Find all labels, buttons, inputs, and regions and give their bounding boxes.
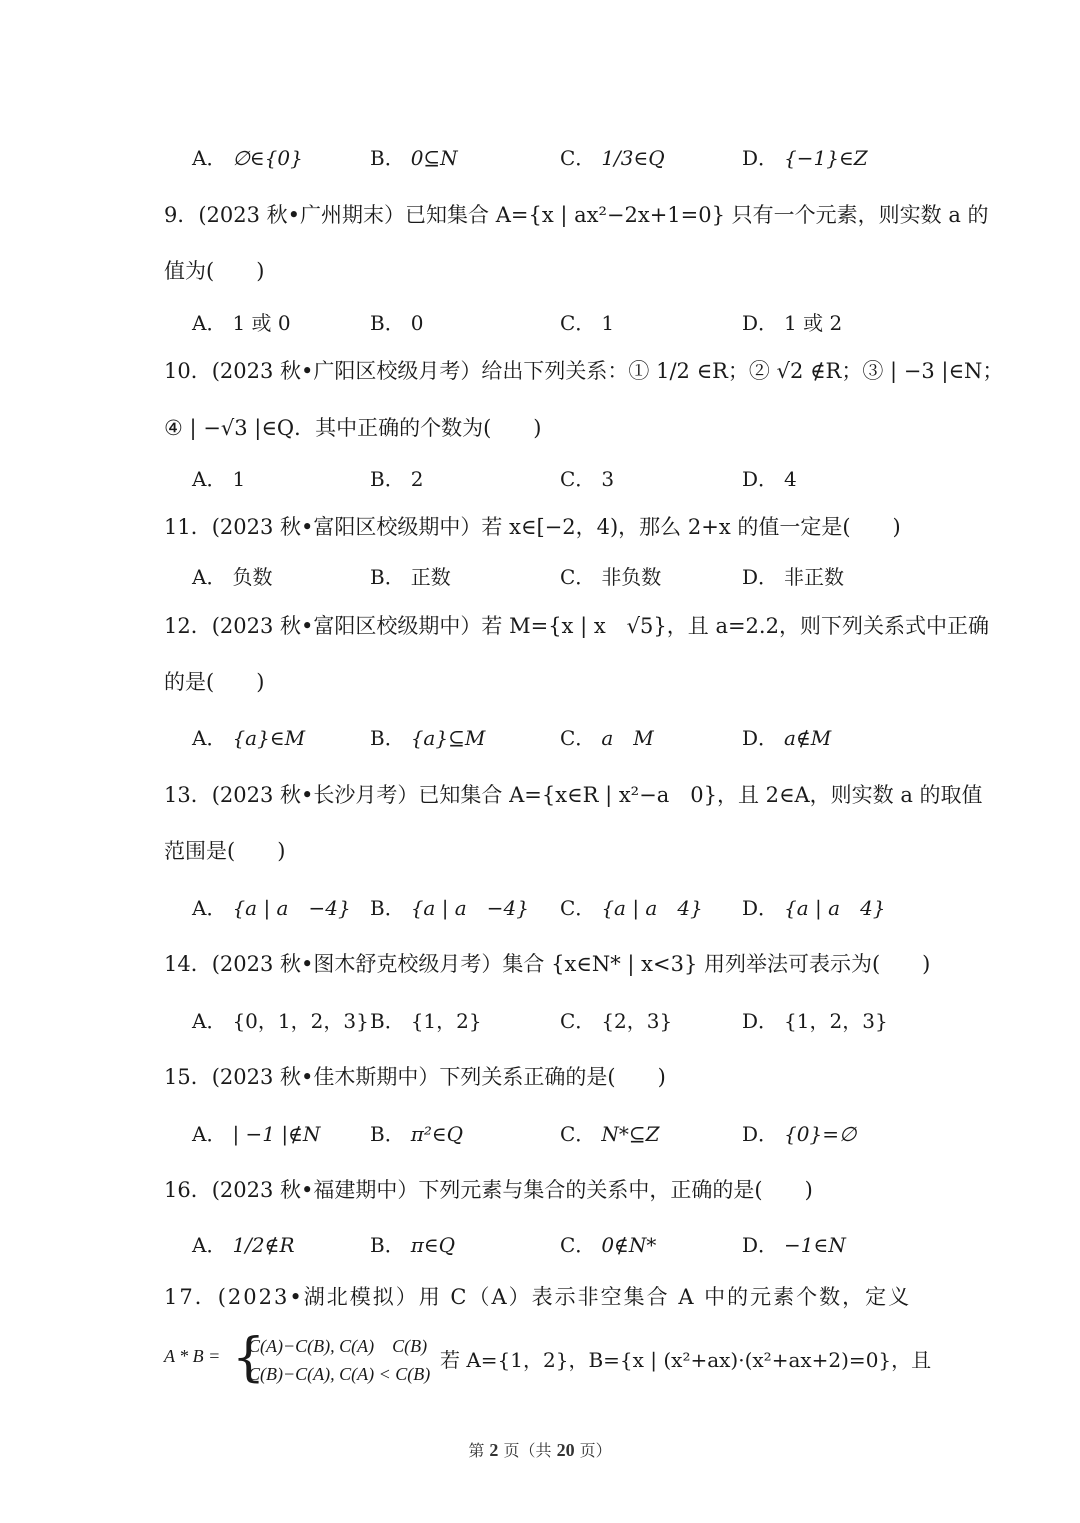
left-brace-icon: { <box>232 1328 266 1388</box>
q14-stem: 14．(2023 秋•图木舒克校级月考）集合 {x∈N* | x<3} 用列举法可表示为( ) <box>164 952 931 976</box>
q12-options <box>192 723 980 763</box>
q10-options <box>192 464 980 504</box>
q12-option-b[interactable]: B． {a}⊆M <box>370 726 486 750</box>
footer-total-pages: 20 <box>556 1440 575 1460</box>
q10-option-a[interactable]: A． 1 <box>192 467 246 491</box>
q15-options <box>192 1119 980 1159</box>
q17-stem-line2-rest: 若 A={1，2}，B={x | (x²+ax)·(x²+ax+2)=0}，且 <box>440 1348 932 1372</box>
q17-definition <box>164 1328 932 1390</box>
q9-option-b[interactable]: B． 0 <box>370 311 424 335</box>
q11-option-b[interactable]: B． 正数 <box>370 565 451 589</box>
q15-option-b[interactable]: B． π²∈Q <box>370 1122 464 1146</box>
q13-stem-line2: 范围是( ) <box>164 839 286 863</box>
footer-page-number: 2 <box>489 1440 499 1460</box>
q17-case-2: C(B)−C(A), C(A) < C(B) <box>248 1364 431 1384</box>
q11-option-d[interactable]: D． 非正数 <box>742 565 845 589</box>
q11-option-c[interactable]: C． 非负数 <box>560 565 662 589</box>
q15-option-c[interactable]: C． N*⊆Z <box>560 1122 660 1146</box>
q8-options <box>192 143 980 183</box>
q14-option-b[interactable]: B． {1，2} <box>370 1009 482 1033</box>
q14-option-a[interactable]: A． {0，1，2，3} <box>192 1009 369 1033</box>
q13-option-b[interactable]: B． {a | a −4} <box>370 896 529 920</box>
footer-middle: 页（共 <box>498 1441 557 1460</box>
q12-option-a[interactable]: A． {a}∈M <box>192 726 306 750</box>
footer-prefix: 第 <box>468 1441 490 1460</box>
q17-definition-cases <box>248 1332 430 1388</box>
q13-stem-line1: 13．(2023 秋•长沙月考）已知集合 A={x∈R | x²−a 0}，且 2∈A，则实数 a 的取值 <box>164 783 983 807</box>
q8-option-d[interactable]: D． {−1}∈Z <box>742 146 868 170</box>
q15-stem: 15．(2023 秋•佳木斯期中）下列关系正确的是( ) <box>164 1065 666 1089</box>
q10-stem-line2: ④ | −√3 |∈Q．其中正确的个数为( ) <box>164 416 542 440</box>
q11-options <box>192 562 980 602</box>
q15-option-d[interactable]: D． {0}=∅ <box>742 1122 857 1146</box>
q15-option-a[interactable]: A． | −1 |∉N <box>192 1122 321 1146</box>
q8-option-c[interactable]: C． 1/3∈Q <box>560 146 665 170</box>
q9-option-a[interactable]: A． 1 或 0 <box>192 311 291 335</box>
page-footer <box>0 1438 1080 1461</box>
q10-option-d[interactable]: D． 4 <box>742 467 797 491</box>
q10-stem-line1: 10．(2023 秋•广阳区校级月考）给出下列关系：① 1/2 ∈R；② √2 ∉R；③ | −3 |∈N； <box>164 359 1004 383</box>
q12-stem-line2: 的是( ) <box>164 670 265 694</box>
q10-option-b[interactable]: B． 2 <box>370 467 424 491</box>
q16-option-d[interactable]: D． −1∈N <box>742 1233 846 1257</box>
q9-options <box>192 308 980 348</box>
footer-suffix: 页） <box>574 1441 612 1460</box>
q17-definition-lhs: A * B = <box>164 1346 221 1366</box>
q12-option-c[interactable]: C． a M <box>560 726 654 750</box>
q16-options <box>192 1230 980 1270</box>
q12-option-d[interactable]: D． a∉M <box>742 726 832 750</box>
q8-option-b[interactable]: B． 0⊆N <box>370 146 458 170</box>
q9-option-c[interactable]: C． 1 <box>560 311 615 335</box>
q13-options <box>192 893 980 933</box>
q9-stem-line1: 9．(2023 秋•广州期末）已知集合 A={x | ax²−2x+1=0} 只有一个元素，则实数 a 的 <box>164 203 989 227</box>
q14-options <box>192 1006 980 1046</box>
q9-option-d[interactable]: D． 1 或 2 <box>742 311 843 335</box>
q16-option-a[interactable]: A． 1/2∉R <box>192 1233 295 1257</box>
q10-option-c[interactable]: C． 3 <box>560 467 615 491</box>
q17-case-1: C(A)−C(B), C(A) C(B) <box>248 1336 428 1356</box>
q11-option-a[interactable]: A． 负数 <box>192 565 273 589</box>
q13-option-a[interactable]: A． {a | a −4} <box>192 896 351 920</box>
q16-option-b[interactable]: B． π∈Q <box>370 1233 456 1257</box>
q16-option-c[interactable]: C． 0∉N* <box>560 1233 657 1257</box>
q16-stem: 16．(2023 秋•福建期中）下列元素与集合的关系中，正确的是( ) <box>164 1178 813 1202</box>
q12-stem-line1: 12．(2023 秋•富阳区校级期中）若 M={x | x √5}，且 a=2.2，则下列关系式中正确 <box>164 614 989 638</box>
q13-option-d[interactable]: D． {a | a 4} <box>742 896 886 920</box>
q14-option-d[interactable]: D． {1，2，3} <box>742 1009 888 1033</box>
q14-option-c[interactable]: C． {2，3} <box>560 1009 673 1033</box>
q17-stem-line1: 17．(2023•湖北模拟）用 C（A）表示非空集合 A 中的元素个数，定义 <box>164 1285 912 1309</box>
q11-stem: 11．(2023 秋•富阳区校级期中）若 x∈[−2，4)，那么 2+x 的值一定是( ) <box>164 515 901 539</box>
q9-stem-line2: 值为( ) <box>164 259 265 283</box>
q8-option-a[interactable]: A． ∅∈{0} <box>192 146 303 170</box>
q13-option-c[interactable]: C． {a | a 4} <box>560 896 703 920</box>
